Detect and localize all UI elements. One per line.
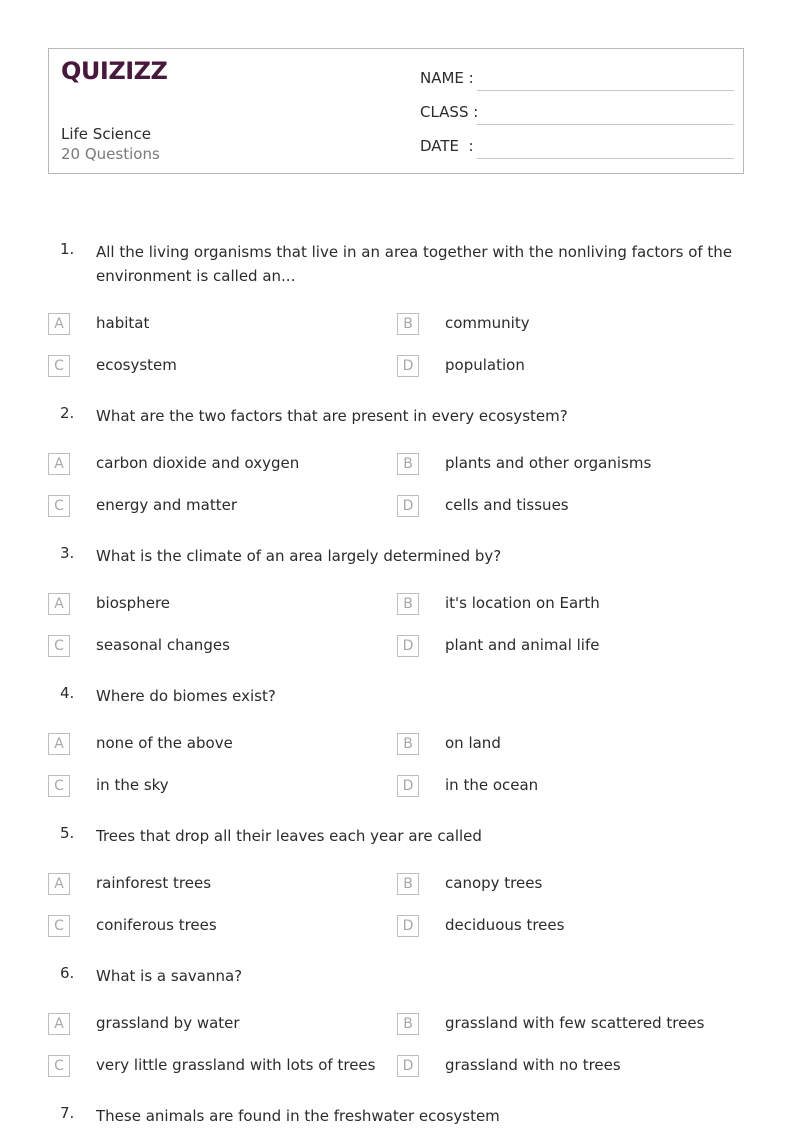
option-c[interactable] — [48, 915, 388, 939]
option-b[interactable] — [397, 453, 737, 477]
option-letter-box: B — [397, 453, 419, 475]
option-letter-box: C — [48, 775, 70, 797]
option-letter-box: B — [397, 313, 419, 335]
question-number: 5. — [60, 824, 75, 842]
option-letter-box: B — [397, 593, 419, 615]
question-text: These animals are found in the freshwater ecosystem — [96, 1107, 500, 1125]
option-b[interactable] — [397, 733, 737, 757]
option-text: in the sky — [96, 776, 169, 794]
question-text: What is a savanna? — [96, 967, 243, 985]
option-letter-box: D — [397, 915, 419, 937]
question-text: What are the two factors that are present in every ecosystem? — [96, 407, 568, 425]
option-c[interactable] — [48, 635, 388, 659]
option-letter-box: D — [397, 495, 419, 517]
option-d[interactable] — [397, 495, 737, 519]
option-text: biosphere — [96, 594, 171, 612]
class-line[interactable] — [477, 124, 734, 125]
option-text: deciduous trees — [445, 916, 565, 934]
option-text: rainforest trees — [96, 874, 212, 892]
option-a[interactable] — [48, 593, 388, 617]
option-b[interactable] — [397, 313, 737, 337]
question-number: 4. — [60, 684, 75, 702]
worksheet-subject: Life Science — [61, 125, 151, 143]
option-text: carbon dioxide and oxygen — [96, 454, 300, 472]
option-letter-box: A — [48, 1013, 70, 1035]
option-letter-box: A — [48, 873, 70, 895]
option-text: habitat — [96, 314, 150, 332]
option-letter-box: D — [397, 355, 419, 377]
option-a[interactable] — [48, 1013, 388, 1037]
option-text: seasonal changes — [96, 636, 230, 654]
option-text: plant and animal life — [445, 636, 600, 654]
option-c[interactable] — [48, 355, 388, 379]
option-letter-box: D — [397, 635, 419, 657]
question-number: 1. — [60, 240, 75, 258]
date-line[interactable] — [477, 158, 734, 159]
option-a[interactable] — [48, 733, 388, 757]
question-text: Trees that drop all their leaves each year are called — [96, 827, 482, 845]
option-letter-box: D — [397, 1055, 419, 1077]
option-text: very little grassland with lots of trees — [96, 1056, 376, 1074]
option-letter-box: C — [48, 1055, 70, 1077]
option-text: grassland with no trees — [445, 1056, 621, 1074]
option-letter-box: A — [48, 453, 70, 475]
option-a[interactable] — [48, 313, 388, 337]
option-letter-box: B — [397, 1013, 419, 1035]
question-text: All the living organisms that live in an area together with the nonliving factors of the environment is called an... — [96, 243, 733, 285]
option-c[interactable] — [48, 495, 388, 519]
option-text: coniferous trees — [96, 916, 217, 934]
question-count: 20 Questions — [61, 145, 160, 163]
option-b[interactable] — [397, 873, 737, 897]
option-letter-box: B — [397, 733, 419, 755]
option-text: ecosystem — [96, 356, 177, 374]
option-letter-box: A — [48, 593, 70, 615]
option-d[interactable] — [397, 355, 737, 379]
option-a[interactable] — [48, 873, 388, 897]
option-text: population — [445, 356, 525, 374]
option-a[interactable] — [48, 453, 388, 477]
quizizz-logo: QUIZIZZ — [61, 57, 168, 85]
option-text: canopy trees — [445, 874, 543, 892]
option-d[interactable] — [397, 775, 737, 799]
question-number: 3. — [60, 544, 75, 562]
option-text: cells and tissues — [445, 496, 569, 514]
question-text: Where do biomes exist? — [96, 687, 276, 705]
option-text: grassland with few scattered trees — [445, 1014, 705, 1032]
name-line[interactable] — [477, 90, 734, 91]
date-field — [420, 137, 734, 159]
question-number: 6. — [60, 964, 75, 982]
option-letter-box: C — [48, 915, 70, 937]
option-text: community — [445, 314, 530, 332]
option-letter-box: B — [397, 873, 419, 895]
date-label: DATE : — [420, 137, 474, 155]
option-b[interactable] — [397, 593, 737, 617]
option-text: grassland by water — [96, 1014, 240, 1032]
question-number: 7. — [60, 1104, 75, 1122]
name-label: NAME : — [420, 69, 474, 87]
class-field — [420, 103, 734, 125]
option-letter-box: C — [48, 355, 70, 377]
question-number: 2. — [60, 404, 75, 422]
option-letter-box: A — [48, 733, 70, 755]
option-letter-box: A — [48, 313, 70, 335]
option-d[interactable] — [397, 1055, 737, 1079]
option-b[interactable] — [397, 1013, 737, 1037]
option-text: on land — [445, 734, 501, 752]
option-text: it's location on Earth — [445, 594, 600, 612]
option-d[interactable] — [397, 635, 737, 659]
option-c[interactable] — [48, 1055, 388, 1079]
option-letter-box: D — [397, 775, 419, 797]
option-text: none of the above — [96, 734, 233, 752]
name-field — [420, 69, 734, 91]
option-letter-box: C — [48, 635, 70, 657]
option-text: energy and matter — [96, 496, 237, 514]
option-c[interactable] — [48, 775, 388, 799]
option-text: plants and other organisms — [445, 454, 652, 472]
class-label: CLASS : — [420, 103, 479, 121]
worksheet-header — [48, 48, 744, 174]
option-letter-box: C — [48, 495, 70, 517]
question-text: What is the climate of an area largely determined by? — [96, 547, 502, 565]
option-d[interactable] — [397, 915, 737, 939]
option-text: in the ocean — [445, 776, 539, 794]
